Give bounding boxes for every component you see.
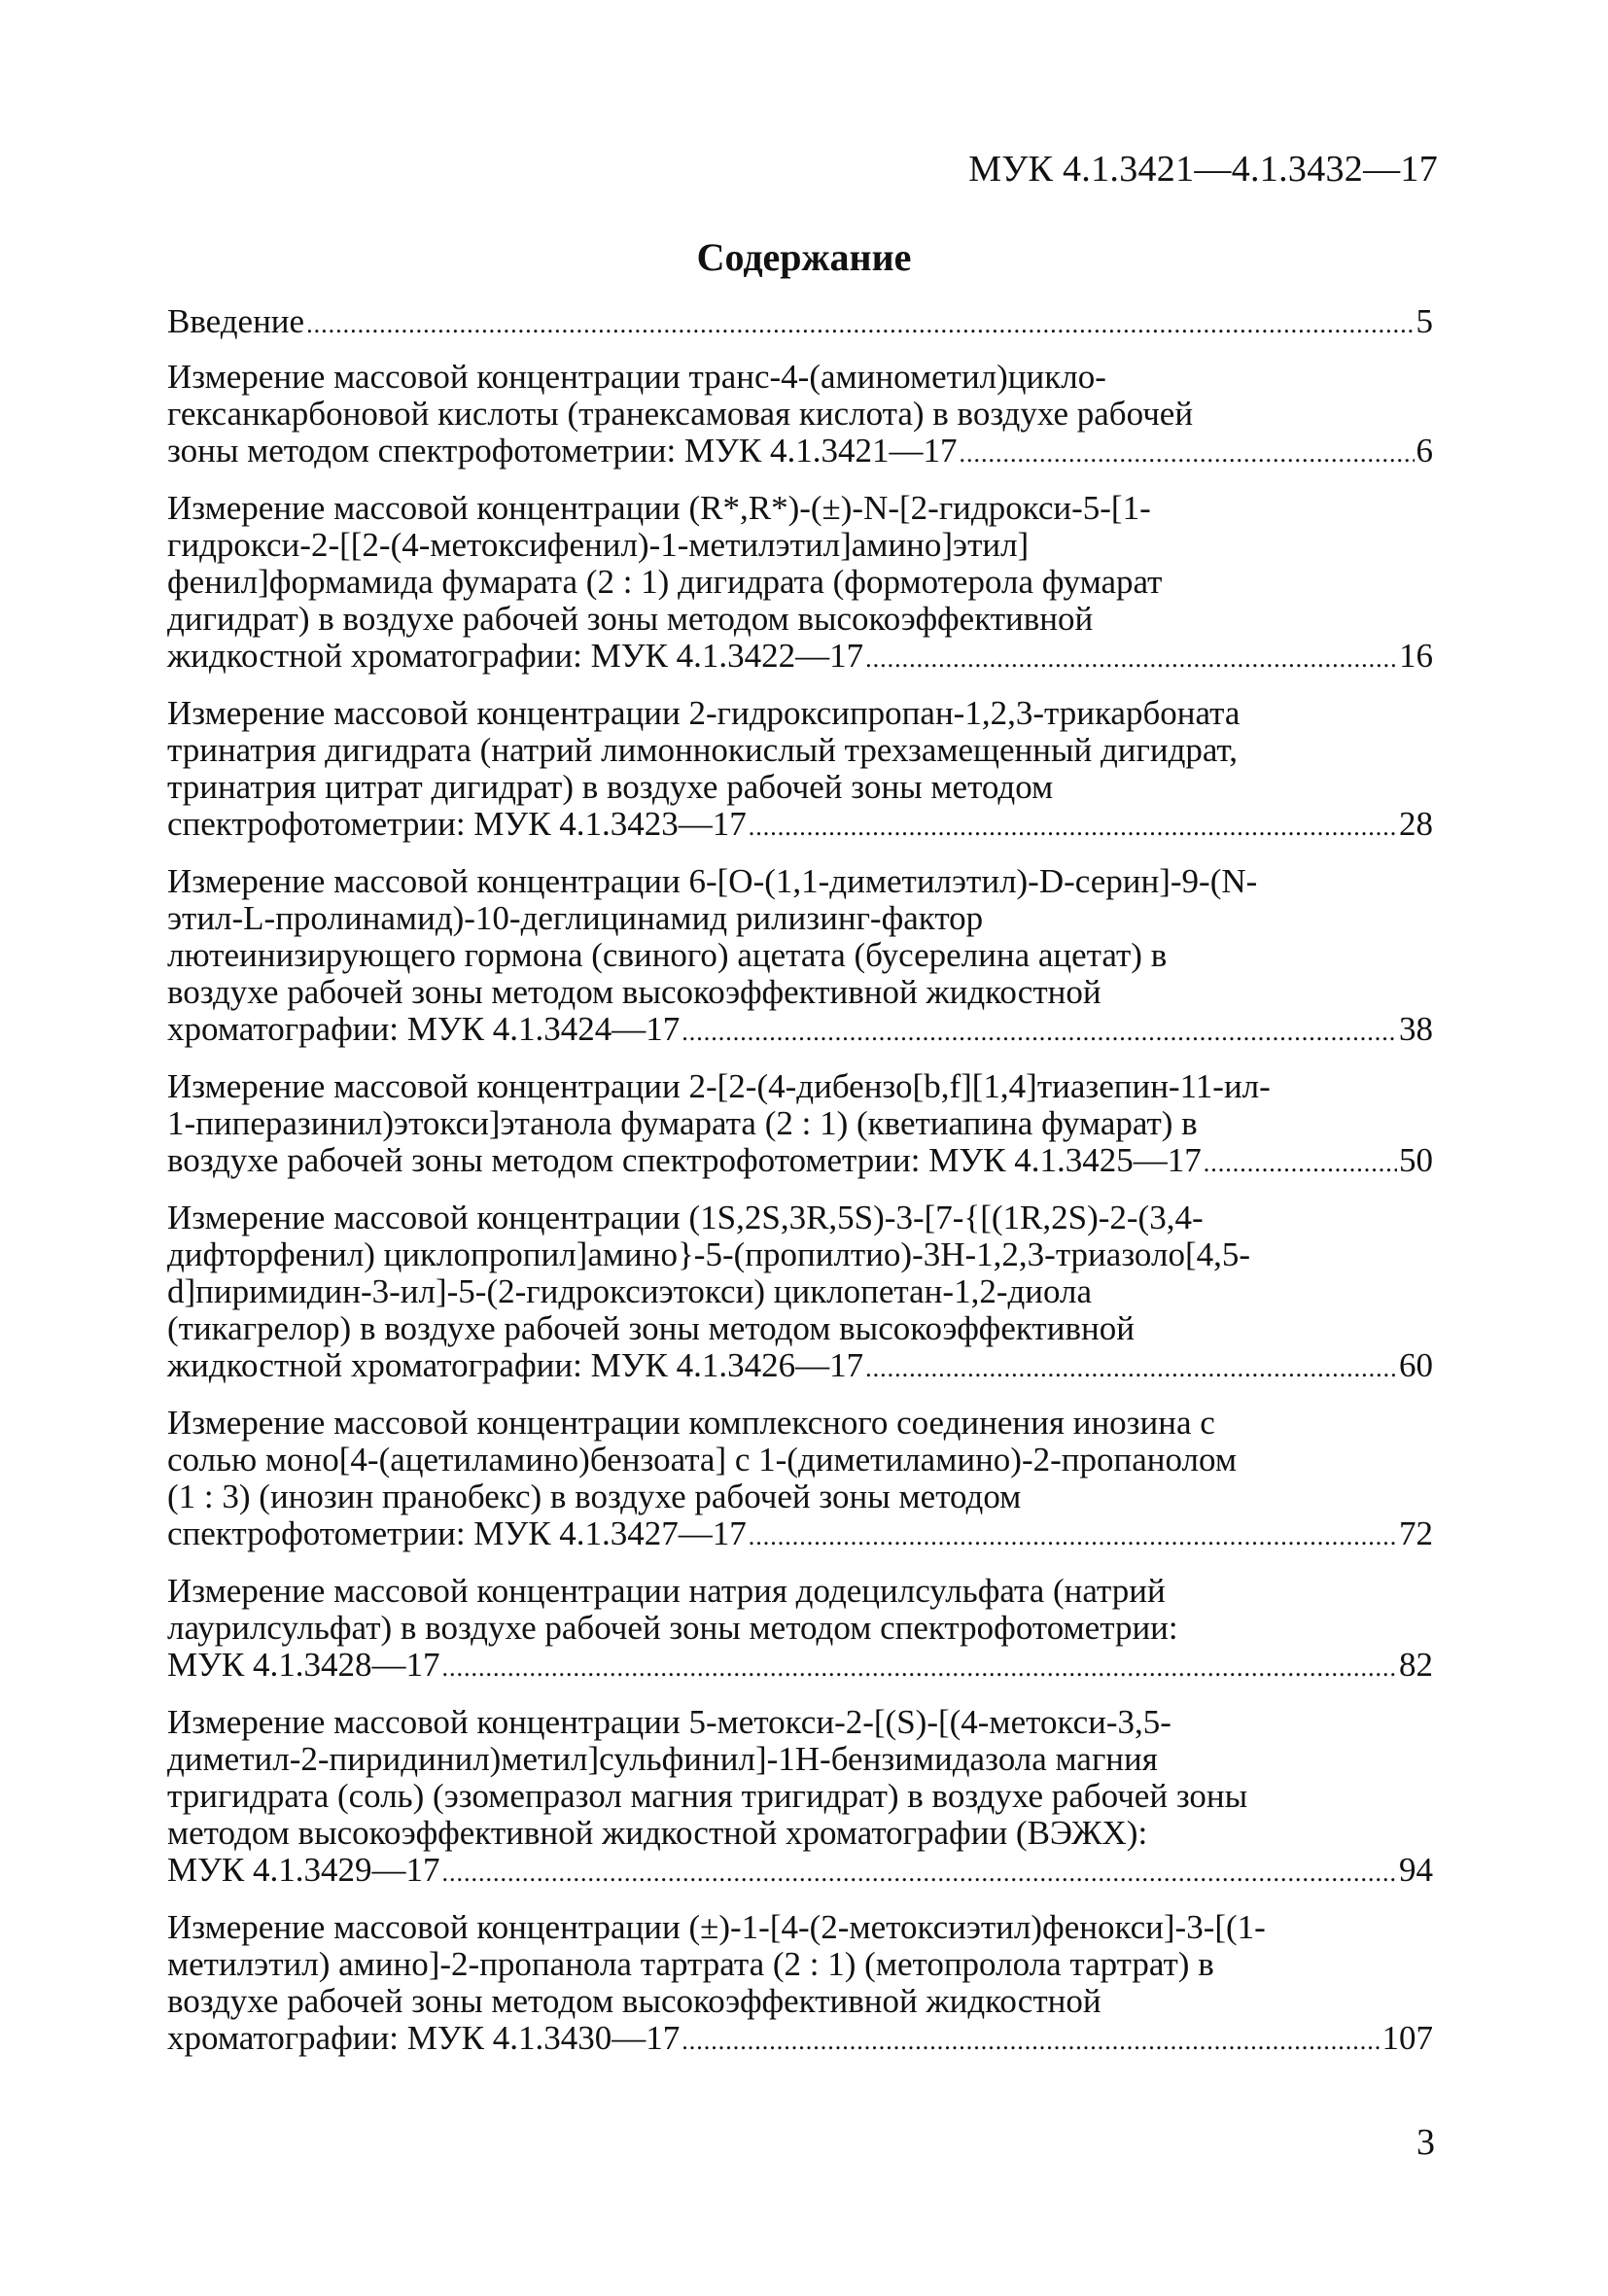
toc-entry-line: d]пиримидин-3-ил]-5-(2-гидроксиэтокси) циклопетан-1,2-диола	[167, 1272, 1093, 1310]
toc-entry-last-line	[167, 1851, 1433, 1892]
toc-entry-last-line	[167, 1346, 1433, 1387]
dot-leader	[442, 1650, 1398, 1687]
toc-entry-line: тринатрия дигидрата (натрий лимоннокислый трехзамещенный дигидрат,	[167, 731, 1238, 769]
dot-leader	[749, 809, 1397, 846]
toc-entry-title-end: спектрофотометрии: МУК 4.1.3427—17	[167, 1514, 747, 1552]
toc-entry-line: диметил-2-пиридинил)метил]сульфинил]-1Н-бензимидазола магния	[167, 1740, 1158, 1778]
toc-entry-line: Измерение массовой концентрации 6-[O-(1,1-диметилэтил)-D-серин]-9-(N-	[167, 862, 1258, 900]
toc-entry-line: 1-пиперазинил)этокси]этанола фумарата (2 : 1) (кветиапина фумарат) в	[167, 1104, 1198, 1142]
dot-leader	[442, 1855, 1398, 1892]
toc-entry-title-end: жидкостной хроматографии: МУК 4.1.3426—17	[167, 1346, 864, 1384]
toc-entry-title-end: Введение	[167, 302, 305, 340]
toc-entry-line: фенил]формамида фумарата (2 : 1) дигидрата (формотерола фумарат	[167, 563, 1163, 601]
dot-leader	[865, 641, 1397, 678]
toc-entry-last-line	[167, 2019, 1433, 2060]
toc-heading: Содержание	[696, 235, 912, 279]
toc-entry-line: дифторфенил) циклопропил]амино}-5-(пропилтио)-3Н-1,2,3-триазоло[4,5-	[167, 1235, 1251, 1273]
table-of-contents	[167, 303, 1433, 2077]
toc-entry-title-end: жидкостной хроматографии: МУК 4.1.3422—17	[167, 637, 864, 675]
toc-entry-line: Измерение массовой концентрации транс-4-(аминометил)цикло-	[167, 358, 1106, 396]
toc-entry	[167, 1573, 1433, 1687]
toc-entry-title-end: МУК 4.1.3429—17	[167, 1851, 440, 1889]
toc-entry-line: дигидрат) в воздухе рабочей зоны методом высокоэффективной	[167, 600, 1094, 638]
dot-leader	[749, 1518, 1397, 1555]
toc-entry-line: Измерение массовой концентрации (±)-1-[4-(2-метоксиэтил)фенокси]-3-[(1-	[167, 1908, 1266, 1946]
toc-entry-title-end: воздухе рабочей зоны методом спектрофотометрии: МУК 4.1.3425—17	[167, 1141, 1202, 1179]
toc-entry	[167, 863, 1433, 1051]
toc-entry-last-line	[167, 432, 1433, 472]
toc-entry-page: 6	[1416, 432, 1433, 470]
toc-entry-line: Измерение массовой концентрации комплексного соединения инозина с	[167, 1404, 1215, 1442]
toc-entry-line: (1 : 3) (инозин пранобекс) в воздухе рабочей зоны методом	[167, 1478, 1022, 1515]
toc-entry-page: 60	[1399, 1346, 1433, 1384]
toc-entry-last-line	[167, 1010, 1433, 1051]
toc-entry-line: Измерение массовой концентрации 2-гидроксипропан-1,2,3-трикарбоната	[167, 694, 1241, 732]
toc-entry-title-end: хроматографии: МУК 4.1.3430—17	[167, 2019, 681, 2057]
dot-leader	[1204, 1145, 1397, 1182]
toc-entry-line: метилэтил) амино]-2-пропанола тартрата (2 : 1) (метопролола тартрат) в	[167, 1945, 1214, 1983]
toc-entry-last-line	[167, 1646, 1433, 1687]
toc-entry	[167, 1405, 1433, 1555]
toc-entry-line: (тикагрелор) в воздухе рабочей зоны методом высокоэффективной	[167, 1309, 1135, 1347]
toc-entry-title-end: МУК 4.1.3428—17	[167, 1646, 440, 1684]
toc-entry-line: воздухе рабочей зоны методом высокоэффективной жидкостной	[167, 1982, 1101, 2020]
dot-leader	[865, 1350, 1397, 1387]
toc-entry-line: Измерение массовой концентрации натрия додецилсульфата (натрий	[167, 1572, 1166, 1610]
toc-entry-line: воздухе рабочей зоны методом высокоэффективной жидкостной	[167, 973, 1101, 1011]
toc-entry-line: гексанкарбоновой кислоты (транексамовая кислота) в воздухе рабочей	[167, 395, 1194, 433]
toc-entry-line: этил-L-пролинамид)-10-деглицинамид рилизинг-фактор	[167, 899, 984, 937]
toc-entry-line: тригидрата (соль) (эзомепразол магния тригидрат) в воздухе рабочей зоны	[167, 1777, 1248, 1815]
toc-entry-line: тринатрия цитрат дигидрат) в воздухе рабочей зоны методом	[167, 768, 1054, 806]
toc-entry-line: Измерение массовой концентрации (R*,R*)-(±)-N-[2-гидрокси-5-[1-	[167, 489, 1151, 527]
toc-entry-page: 72	[1399, 1514, 1433, 1552]
toc-entry-page: 94	[1399, 1851, 1433, 1889]
toc-entry-page: 50	[1399, 1141, 1433, 1179]
toc-entry-page: 38	[1399, 1010, 1433, 1048]
toc-entry-title-end: зоны методом спектрофотометрии: МУК 4.1.3421—17	[167, 432, 958, 470]
toc-entry	[167, 1200, 1433, 1387]
toc-entry	[167, 1909, 1433, 2060]
toc-entry-line: лаурилсульфат) в воздухе рабочей зоны методом спектрофотометрии:	[167, 1609, 1178, 1647]
running-header: МУК 4.1.3421—4.1.3432—17	[968, 149, 1438, 190]
toc-entry-page: 28	[1399, 805, 1433, 843]
toc-entry-line: солью моно[4-(ацетиламино)бензоата] с 1-(диметиламино)-2-пропанолом	[167, 1441, 1237, 1478]
toc-entry-last-line	[167, 805, 1433, 846]
toc-entry-title-end: спектрофотометрии: МУК 4.1.3423—17	[167, 805, 747, 843]
toc-entry-line: Измерение массовой концентрации 2-[2-(4-дибензо[b,f][1,4]тиазепин-11-ил-	[167, 1067, 1271, 1105]
toc-entry-line: гидрокси-2-[[2-(4-метоксифенил)-1-метилэтил]амино]этил]	[167, 526, 1030, 564]
toc-entry-page: 82	[1399, 1646, 1433, 1684]
toc-entry	[167, 1068, 1433, 1182]
dot-leader	[682, 1014, 1397, 1051]
page-number: 3	[1416, 2122, 1435, 2163]
toc-entry-page: 5	[1416, 302, 1433, 340]
toc-entry-page: 107	[1381, 2019, 1433, 2057]
toc-entry-last-line	[167, 637, 1433, 678]
toc-entry	[167, 359, 1433, 472]
toc-entry-line: методом высокоэффективной жидкостной хроматографии (ВЭЖХ):	[167, 1814, 1148, 1852]
toc-entry	[167, 1704, 1433, 1892]
toc-entry	[167, 303, 1433, 343]
dot-leader	[959, 435, 1414, 472]
toc-entry	[167, 695, 1433, 846]
toc-entry-last-line	[167, 1141, 1433, 1182]
dot-leader	[306, 306, 1414, 343]
toc-entry-title-end: хроматографии: МУК 4.1.3424—17	[167, 1010, 681, 1048]
toc-entry-last-line	[167, 302, 1433, 343]
toc-entry-line: Измерение массовой концентрации 5-метокси-2-[(S)-[(4-метокси-3,5-	[167, 1703, 1171, 1741]
toc-entry	[167, 490, 1433, 678]
toc-entry-last-line	[167, 1514, 1433, 1555]
dot-leader	[682, 2023, 1380, 2060]
toc-entry-page: 16	[1399, 637, 1433, 675]
toc-entry-line: Измерение массовой концентрации (1S,2S,3R,5S)-3-[7-{[(1R,2S)-2-(3,4-	[167, 1199, 1204, 1236]
toc-entry-line: лютеинизирующего гормона (свиного) ацетата (бусерелина ацетат) в	[167, 936, 1168, 974]
